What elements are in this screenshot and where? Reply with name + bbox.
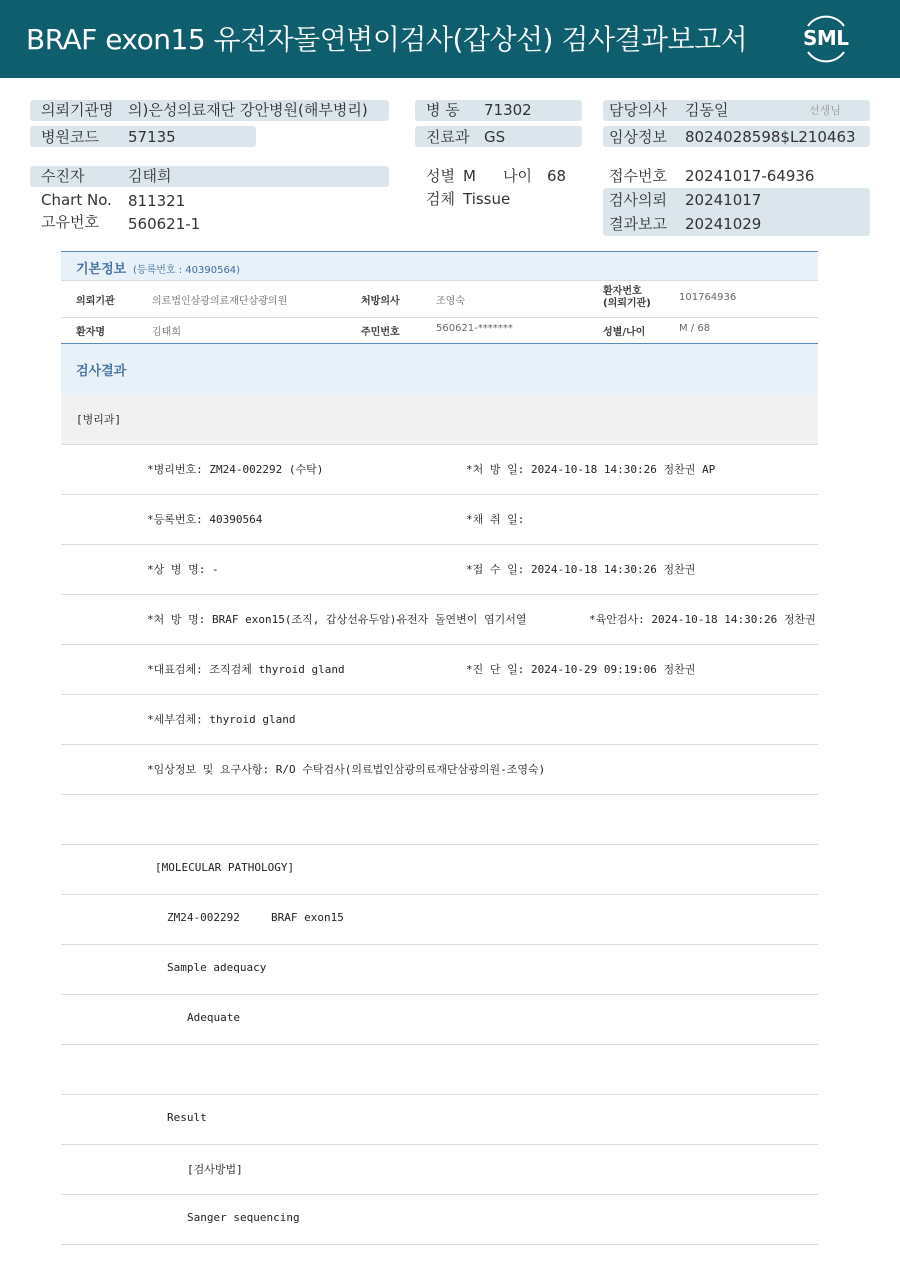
case-test: BRAF exon15	[271, 911, 344, 924]
result-section-header	[61, 344, 818, 394]
rrn-key: 주민번호	[361, 327, 400, 338]
result-section-title: 검사결과	[76, 364, 127, 379]
row-4-right: *육안검사: 2024-10-18 14:30:26 정찬권	[589, 613, 816, 626]
row-2-left: *등록번호: 40390564	[147, 513, 263, 526]
org-val: 의료법인삼광의료재단삼광의원	[152, 296, 288, 307]
chart-no-value: 811321	[128, 192, 186, 210]
basic-reg-no: (등록번호 : 40390564)	[133, 265, 241, 276]
report-header	[0, 0, 900, 78]
name-key: 환자명	[76, 327, 105, 338]
dept-band	[61, 394, 818, 444]
chart-no-label: Chart No.	[41, 191, 112, 209]
row-5-right: *진 단 일: 2024-10-29 09:19:06 정찬권	[466, 663, 696, 676]
result-label: Result	[167, 1111, 207, 1124]
row-6-left: *세부검체: thyroid gland	[147, 713, 296, 726]
ward-label: 병 동	[426, 101, 460, 119]
rrn-val: 560621-*******	[436, 323, 513, 334]
pno-key: 환자번호 (의뢰기관)	[603, 286, 651, 309]
patient-label: 수진자	[41, 167, 85, 185]
name-val: 김태희	[152, 327, 181, 338]
result-document	[61, 251, 818, 1261]
dept-label: 진료과	[426, 128, 470, 146]
ward-value: 71302	[484, 101, 532, 119]
specimen-label: 검체	[426, 190, 455, 208]
row-1-left: *병리번호: ZM24-002292 (수탁)	[147, 463, 324, 476]
clinical-value: 8024028598$L210463	[685, 128, 856, 146]
adequacy-value: Adequate	[187, 1011, 240, 1024]
sexage-val: M / 68	[679, 323, 711, 334]
presc-val: 조영숙	[436, 296, 465, 307]
doctor-label: 담당의사	[609, 101, 667, 119]
clinical-label: 임상정보	[609, 128, 667, 146]
hospital-code-value: 57135	[128, 128, 176, 146]
row-2-right: *채 취 일:	[466, 513, 525, 526]
req-date-value: 20241017	[685, 191, 762, 209]
dept-value: GS	[484, 128, 506, 146]
age-value: 68	[547, 167, 567, 185]
row-3-left: *상 병 명: -	[147, 563, 219, 576]
logo-text: SML	[803, 26, 849, 50]
adequacy-label: Sample adequacy	[167, 961, 267, 974]
dept-label: [병리과]	[76, 413, 122, 426]
sex-value: M	[463, 167, 476, 185]
reception-label: 접수번호	[609, 167, 667, 185]
patient-value: 김태희	[128, 167, 172, 185]
uid-value: 560621-1	[128, 215, 201, 233]
report-title: BRAF exon15 유전자돌연변이검사(갑상선) 검사결과보고서	[26, 23, 748, 56]
request-org-label: 의뢰기관명	[41, 101, 114, 119]
reception-value: 20241017-64936	[685, 167, 815, 185]
method-value: Sanger sequencing	[187, 1211, 300, 1224]
hospital-code-label: 병원코드	[41, 128, 99, 146]
molecular-heading: [MOLECULAR PATHOLOGY]	[155, 861, 295, 874]
uid-label: 고유번호	[41, 213, 99, 231]
report-date-label: 결과보고	[609, 215, 667, 233]
age-label: 나이	[503, 167, 532, 185]
doctor-suffix: 선생님	[809, 104, 841, 117]
report-date-value: 20241029	[685, 215, 762, 233]
case-number: ZM24-002292	[167, 911, 240, 924]
request-org-value: 의)은성의료재단 강안병원(해부병리)	[128, 101, 368, 119]
row-1-right: *처 방 일: 2024-10-18 14:30:26 정찬권 AP	[466, 463, 716, 476]
org-key: 의뢰기관	[76, 296, 115, 307]
doctor-value: 김동일	[685, 101, 729, 119]
specimen-value: Tissue	[463, 190, 511, 208]
basic-info-title: 기본정보	[76, 262, 127, 277]
row-5-left: *대표검체: 조직검체 thyroid gland	[147, 663, 345, 676]
row-4-left: *처 방 명: BRAF exon15(조직, 갑상선유두암)유전자 돌연변이 염기서열	[147, 613, 527, 626]
presc-key: 처방의사	[361, 296, 400, 307]
row-7-left: *임상정보 및 요구사항: R/O 수탁검사(의료법인삼광의료재단삼광의원-조영숙)	[147, 763, 546, 776]
row-3-right: *접 수 일: 2024-10-18 14:30:26 정찬권	[466, 563, 696, 576]
sex-label: 성별	[426, 167, 455, 185]
sexage-key: 성별/나이	[603, 327, 646, 338]
method-label: [검사방법]	[187, 1163, 243, 1176]
req-date-label: 검사의뢰	[609, 191, 667, 209]
basic-info-header	[61, 251, 818, 280]
pno-val: 101764936	[679, 292, 737, 303]
